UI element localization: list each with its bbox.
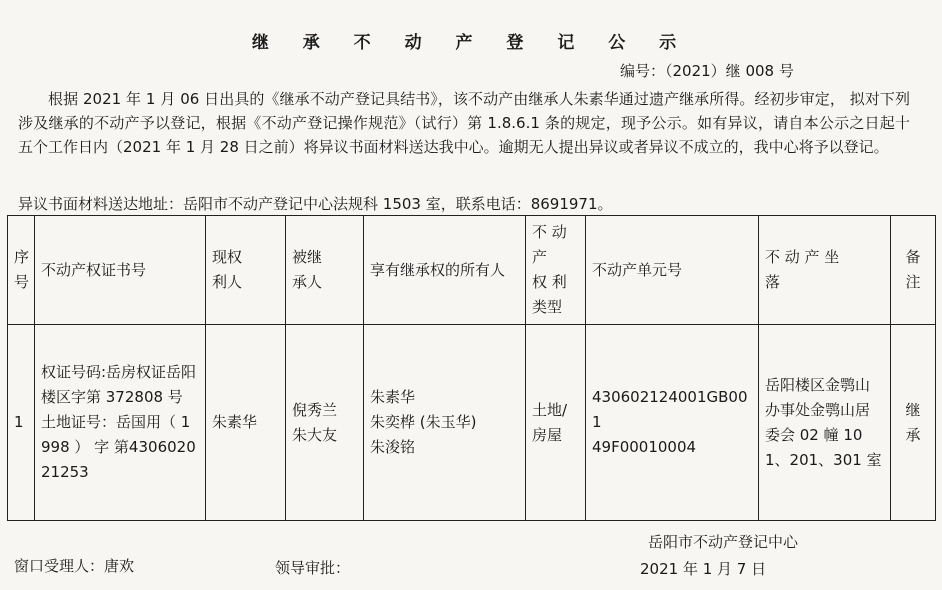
- issuer-name: 岳阳市不动产登记中心: [648, 533, 799, 551]
- page-title: 继 承 不 动 产 登 记 公 示: [251, 33, 691, 53]
- cell-decedent: 倪秀兰 朱大友: [286, 325, 364, 521]
- header-seq: 序 号: [8, 216, 35, 325]
- table-row: [8, 325, 936, 521]
- header-decedent: 被继 承人: [286, 216, 364, 325]
- cell-cert-no: 权证号码:岳房权证岳阳楼区字第 372808 号 土地证号：岳国用（ 1998 ） 字 第430602021253: [35, 325, 206, 521]
- cell-current-owner: 朱素华: [206, 325, 286, 521]
- cell-right-type: 土地/ 房屋: [526, 325, 586, 521]
- document-number: 编号：（2021）继 008 号: [620, 62, 794, 80]
- header-cert-no: 不动产权证书号: [35, 216, 206, 325]
- header-location: 不 动 产 坐 落: [759, 216, 891, 325]
- window-receiver: 窗口受理人：唐欢: [14, 557, 135, 575]
- header-heirs: 享有继承权的所有人: [364, 216, 526, 325]
- header-remark: 备 注: [891, 216, 936, 325]
- cell-heirs: 朱素华 朱奕桦 (朱玉华) 朱浚铭: [364, 325, 526, 521]
- cell-remark: 继 承: [891, 325, 936, 521]
- cell-seq: 1: [8, 325, 35, 521]
- notice-paragraph: 根据 2021 年 1 月 06 日出具的《继承不动产登记具结书》，该不动产由继承人朱素华通过遗产继承所得。经初步审定， 拟对下列涉及继承的不动产予以登记，根据《不动产登记操作规范》（试行）第 1.8.6.1 条的规定，现予公示。如有异议，请自本公示之日起十五个工作日内（2021 年 1 月 28 日之前）将异议书面材料送达我中心。逾期无人提出异议或者异议不成立的，我中心将予以登记。: [18, 90, 910, 156]
- header-unit-no: 不动产单元号: [586, 216, 759, 325]
- objection-address: 异议书面材料送达地址：岳阳市不动产登记中心法规科 1503 室，联系电话：8691971。: [18, 195, 613, 213]
- table-header-row: [8, 216, 936, 325]
- header-current-owner: 现权 利人: [206, 216, 286, 325]
- issue-date: 2021 年 1 月 7 日: [640, 560, 767, 578]
- registration-table: [7, 215, 936, 521]
- cell-location: 岳阳楼区金鹗山办事处金鹗山居委会 02 幢 101、201、301 室: [759, 325, 891, 521]
- header-right-type: 不 动 产 权 利 类型: [526, 216, 586, 325]
- cell-unit-no: 430602124001GB001 49F00010004: [586, 325, 759, 521]
- leader-approval: 领导审批：: [275, 559, 351, 577]
